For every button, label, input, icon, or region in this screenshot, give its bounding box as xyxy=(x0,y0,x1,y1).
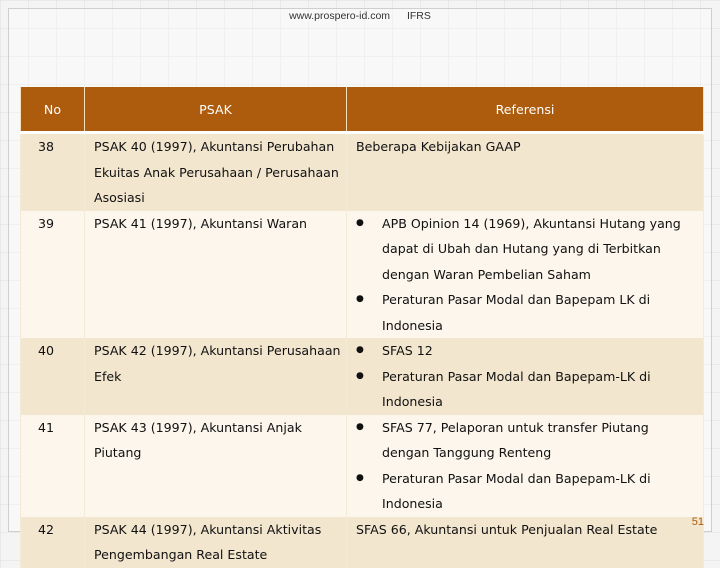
row-psak: PSAK 43 (1997), Akuntansi Anjak Piutang xyxy=(85,415,347,517)
row-psak: PSAK 44 (1997), Akuntansi Aktivitas Pengembangan Real Estate xyxy=(85,517,347,568)
table-row xyxy=(21,211,704,339)
ref-item-text: Peraturan Pasar Modal dan Bapepam-LK di Indonesia xyxy=(382,368,651,409)
bullet-icon: ● xyxy=(356,217,364,228)
ref-list-item xyxy=(356,466,699,517)
column-header-psak: PSAK xyxy=(85,87,347,133)
bullet-icon: ● xyxy=(356,345,364,355)
ref-list xyxy=(356,338,699,415)
ref-list-item xyxy=(356,287,699,338)
bullet-icon: ● xyxy=(356,472,364,483)
ref-list xyxy=(356,415,699,517)
row-psak: PSAK 41 (1997), Akuntansi Waran xyxy=(85,211,347,339)
page-number: 51 xyxy=(691,516,704,528)
table-header-row xyxy=(21,87,704,133)
row-ref xyxy=(347,517,704,568)
row-no: 38 xyxy=(21,133,85,211)
ref-item-text: APB Opinion 14 (1969), Akuntansi Hutang yang dapat di Ubah dan Hutang yang di Terbitkan dengan Waran Pembelian Saham xyxy=(382,215,681,282)
header-tag: IFRS xyxy=(406,10,431,22)
row-psak: PSAK 40 (1997), Akuntansi Perubahan Ekuitas Anak Perusahaan / Perusahaan Asosiasi xyxy=(85,133,347,211)
table-row xyxy=(21,517,704,568)
bullet-icon: ● xyxy=(356,370,364,381)
ref-item-text: Peraturan Pasar Modal dan Bapepam-LK di Indonesia xyxy=(382,470,651,511)
row-ref xyxy=(347,338,704,415)
psak-table xyxy=(20,87,704,568)
row-ref xyxy=(347,415,704,517)
column-header-no: No xyxy=(21,87,85,133)
bullet-icon: ● xyxy=(356,294,364,304)
site-url: www.prospero-id.com xyxy=(289,10,391,22)
header-line xyxy=(0,10,720,22)
row-no: 39 xyxy=(21,211,85,339)
ref-list xyxy=(356,211,699,339)
row-ref xyxy=(347,133,704,211)
ref-list-item xyxy=(356,338,699,364)
row-no: 40 xyxy=(21,338,85,415)
row-psak: PSAK 42 (1997), Akuntansi Perusahaan Efek xyxy=(85,338,347,415)
ref-list-item xyxy=(356,415,699,466)
table-row xyxy=(21,338,704,415)
ref-item-text: SFAS 12 xyxy=(382,343,433,358)
ref-text: Beberapa Kebijakan GAAP xyxy=(356,139,521,154)
ref-text: SFAS 66, Akuntansi untuk Penjualan Real Estate xyxy=(356,521,658,537)
bullet-icon: ● xyxy=(356,421,364,432)
ref-list-item xyxy=(356,364,699,415)
column-header-referensi: Referensi xyxy=(347,87,704,133)
ref-item-text: SFAS 77, Pelaporan untuk transfer Piutang dengan Tanggung Renteng xyxy=(382,419,649,460)
row-no: 41 xyxy=(21,415,85,517)
table-row xyxy=(21,415,704,517)
row-no: 42 xyxy=(21,517,85,568)
table-row xyxy=(21,133,704,211)
ref-list-item xyxy=(356,211,699,288)
ref-item-text: Peraturan Pasar Modal dan Bapepam LK di Indonesia xyxy=(382,292,651,333)
row-ref xyxy=(347,211,704,339)
